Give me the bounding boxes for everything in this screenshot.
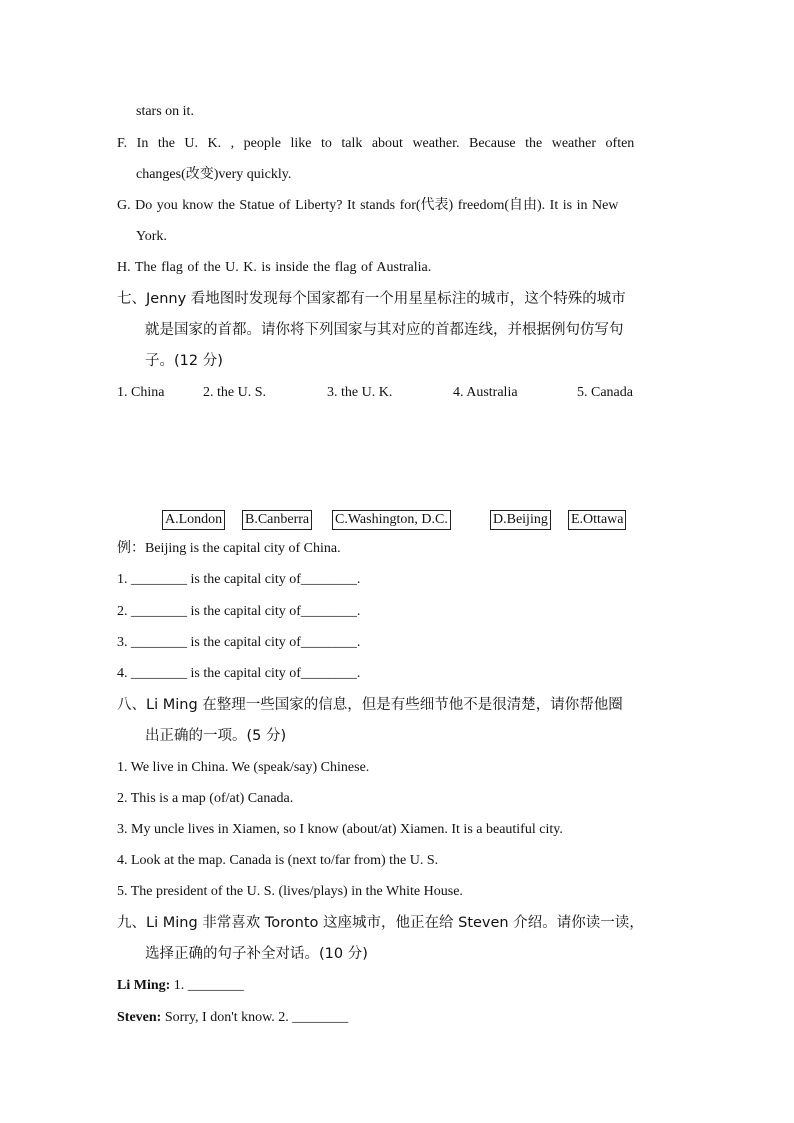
capital-beijing[interactable]: D.Beijing: [490, 510, 551, 530]
item-g-line1: G. Do you know the Statue of Liberty? It stands for(代表) freedom(自由). It is in New: [117, 198, 619, 213]
section7-blank-4[interactable]: 4. ________ is the capital city of________.: [117, 666, 361, 681]
section9-heading-line1: 九、Li Ming 非常喜欢 Toronto 这座城市，他正在给 Steven 介绍。请你读一读，: [117, 915, 644, 931]
country-australia[interactable]: 4. Australia: [453, 385, 518, 400]
section7-blank-2[interactable]: 2. ________ is the capital city of________.: [117, 604, 361, 619]
country-canada[interactable]: 5. Canada: [577, 385, 633, 400]
capital-washington[interactable]: C.Washington, D.C.: [332, 510, 451, 530]
country-uk[interactable]: 3. the U. K.: [327, 385, 393, 400]
item-f-line2: changes(改变)very quickly.: [136, 167, 292, 182]
dialog-text-2[interactable]: Sorry, I don't know. 2. ________: [161, 1010, 349, 1025]
item-f-line1: [117, 134, 675, 154]
country-china[interactable]: 1. China: [117, 385, 165, 400]
capital-london[interactable]: A.London: [162, 510, 225, 530]
country-us[interactable]: 2. the U. S.: [203, 385, 266, 400]
section8-item-2[interactable]: 2. This is a map (of/at) Canada.: [117, 791, 294, 806]
item-f-line1-text: F. In the U. K. , people like to talk about weather. Because the weather often: [117, 136, 635, 151]
dialog-line-1: [117, 976, 244, 996]
section8-item-4[interactable]: 4. Look at the map. Canada is (next to/far from) the U. S.: [117, 853, 439, 868]
section8-item-1[interactable]: 1. We live in China. We (speak/say) Chinese.: [117, 760, 370, 775]
section7-heading-line2: 就是国家的首都。请你将下列国家与其对应的首都连线，并根据例句仿写句: [145, 322, 624, 338]
item-e-continuation: stars on it.: [136, 104, 194, 119]
item-h: H. The flag of the U. K. is inside the flag of Australia.: [117, 260, 432, 275]
section8-heading-line2: 出正确的一项。(5 分): [145, 728, 287, 744]
section7-heading-line1: 七、Jenny 看地图时发现每个国家都有一个用星星标注的城市，这个特殊的城市: [117, 291, 626, 307]
section7-example: 例：Beijing is the capital city of China.: [117, 541, 341, 556]
dialog-speaker-steven: Steven:: [117, 1010, 162, 1025]
dialog-line-2: [117, 1008, 348, 1028]
section8-heading-line1: 八、Li Ming 在整理一些国家的信息，但是有些细节他不是很清楚，请你帮他圈: [117, 697, 623, 713]
dialog-speaker-liming: Li Ming:: [117, 978, 171, 993]
item-g-line2: York.: [136, 229, 167, 244]
capital-canberra[interactable]: B.Canberra: [242, 510, 312, 530]
section7-heading-line3: 子。(12 分): [145, 353, 223, 369]
section7-blank-1[interactable]: 1. ________ is the capital city of________.: [117, 572, 361, 587]
section8-item-3[interactable]: 3. My uncle lives in Xiamen, so I know (about/at) Xiamen. It is a beautiful city.: [117, 822, 563, 837]
capitals-row: [0, 510, 794, 532]
capital-ottawa[interactable]: E.Ottawa: [568, 510, 626, 530]
section9-heading-line2: 选择正确的句子补全对话。(10 分): [145, 946, 368, 962]
section7-blank-3[interactable]: 3. ________ is the capital city of________.: [117, 635, 361, 650]
dialog-text-1[interactable]: 1. ________: [170, 978, 244, 993]
section8-item-5[interactable]: 5. The president of the U. S. (lives/plays) in the White House.: [117, 884, 463, 899]
